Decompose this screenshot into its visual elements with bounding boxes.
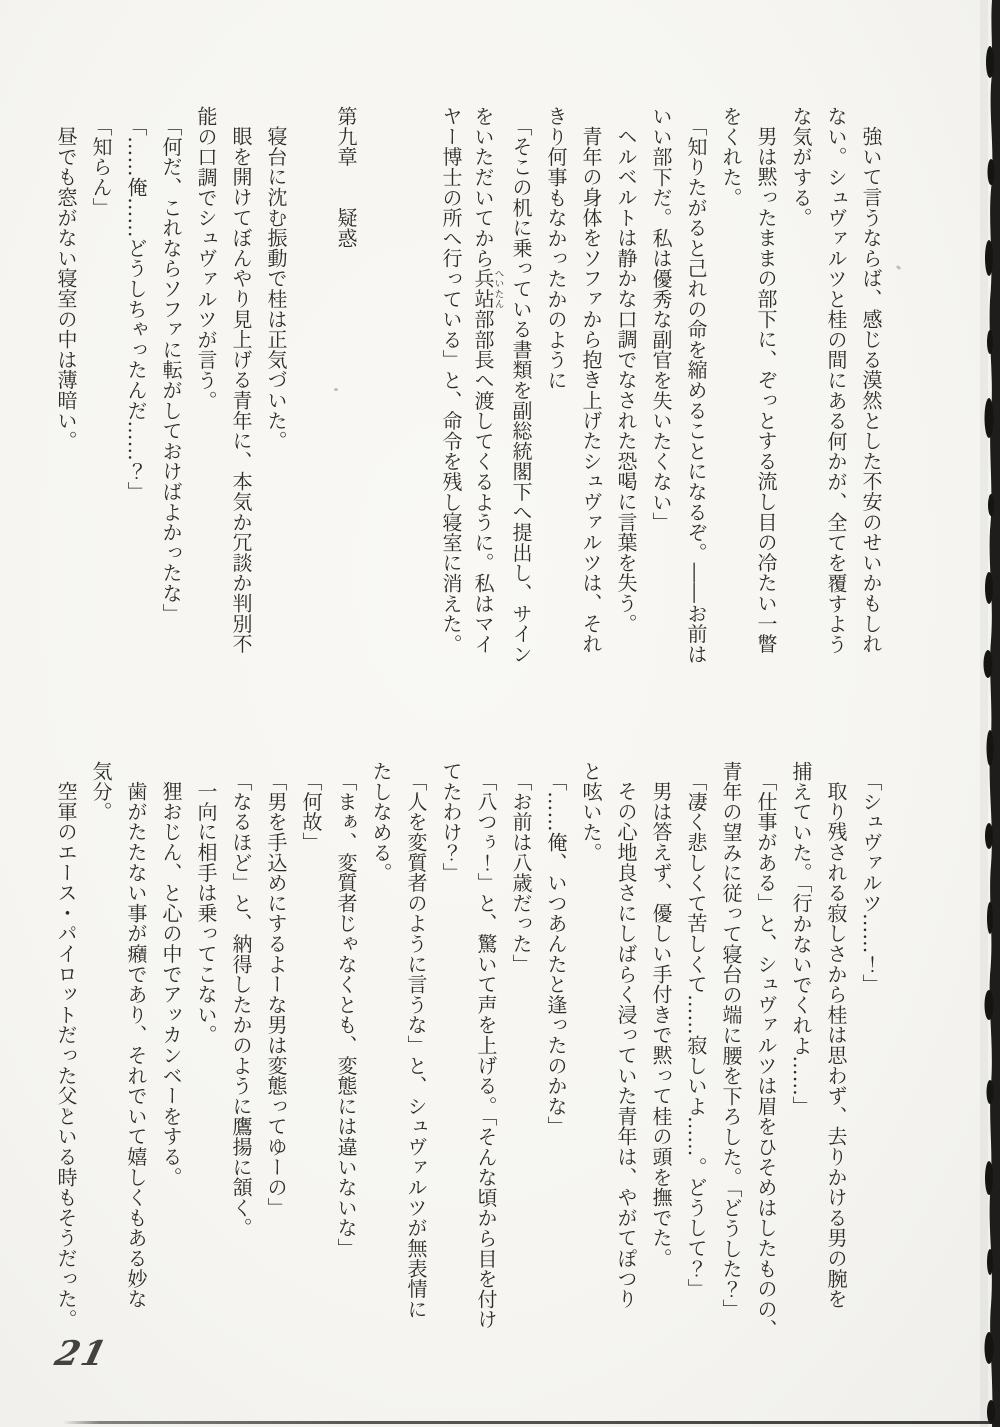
text-column: 空軍のエース・パイロットだった父といる時もそうだった。 — [54, 781, 78, 1330]
text-column: 「シュヴァルツ……！」 — [859, 771, 883, 995]
text-column: てたわけ？」 — [439, 761, 463, 883]
text-column: 昼でも窓がない寝室の中は薄暗い。 — [54, 126, 78, 451]
text-column: 「知らん」 — [89, 116, 113, 218]
text-column: 「何故」 — [299, 771, 323, 853]
text-column: な気がする。 — [789, 106, 813, 228]
text-column: 捕えていた。「行かないでくれよ……」 — [789, 761, 813, 1117]
text-column: 「八つぅ！」と、驚いて声を上げる。「そんな頃から目を付け — [474, 771, 498, 1330]
text-column: 「何だ、これならソファに転がしておけばよかったな」 — [159, 116, 183, 624]
text-column: 青年の身体をソファから抱き上げたシュヴァルツは、それ — [579, 126, 603, 654]
text-column: 「仕事がある」と、シュヴァルツは眉をひそめはしたものの、 — [754, 771, 778, 1340]
text-column: 「お前は八歳だった」 — [509, 771, 533, 974]
scan-speck — [896, 265, 902, 270]
text-column: 一向に相手は乗ってこない。 — [194, 781, 218, 1045]
text-column: 青年の望みに従って寝台の端に腰を下ろした。「どうした？」 — [719, 761, 743, 1320]
scan-speck — [66, 1108, 69, 1113]
text-column: ヤー博士の所へ行っている」と、命令を残し寝室に消えた。 — [439, 106, 463, 655]
text-column: をくれた。 — [719, 106, 743, 208]
blank-column — [293, 106, 328, 681]
text-column: いい部下だ。私は優秀な副官を失いたくない」 — [649, 106, 673, 533]
text-column: 「……俺、いつあんたと逢ったのかな」 — [544, 771, 568, 1137]
chapter-heading: 第九章 疑惑 — [334, 106, 358, 249]
text-column: 「凄く悲しくて苦しくて……寂しいよ……。どうして？」 — [684, 771, 708, 1299]
text-column: 狸おじん、と心の中でアッカンベーをする。 — [159, 781, 183, 1187]
text-column: たしなめる。 — [369, 761, 393, 883]
text-section-bottom — [48, 761, 888, 1340]
page-number: 21 — [51, 1334, 113, 1374]
text-column: 能の口調でシュヴァルツが言う。 — [194, 106, 218, 411]
scan-binding-edge-artifact — [976, 0, 1000, 1427]
text-column: 男は答えず、優しい手付きで黙って桂の頭を撫でた。 — [649, 781, 673, 1269]
text-column: 「そこの机に乗っている書類を副総統閣下へ提出し、サイン — [509, 116, 533, 665]
text-column: 気分。 — [89, 761, 113, 822]
text-column: 「知りたがると己れの命を縮めることになるぞ。――お前は — [684, 116, 708, 665]
text-column: その心地良さにしばらく浸っていた青年は、やがてぽつり — [614, 781, 638, 1309]
text-column: 「……俺……どうしちゃったんだ……？」 — [124, 116, 148, 502]
scan-bottom-edge-artifact — [62, 1421, 996, 1424]
text-column: 「男を手込めにするよーな男は変態ってゆーの」 — [264, 771, 288, 1218]
text-column: 「人を変質者のように言うな」と、シュヴァルツが無表情に — [404, 771, 428, 1320]
text-column: ない。シュヴァルツと桂の間にある何かが、全てを覆すよう — [824, 106, 848, 655]
text-column: ヘルベルトは静かな口調でなされた恐喝に言葉を失う。 — [614, 126, 638, 634]
text-column: 「まぁ、変質者じゃなくとも、変態には違いないな」 — [334, 771, 358, 1259]
text-column: 強いて言うならば、感じる漠然とした不安のせいかもしれ — [859, 126, 883, 654]
text-column: 「なるほど」と、納得したかのように鷹揚に頷く。 — [229, 771, 253, 1238]
text-column: 寝台に沈む振動で桂は正気づいた。 — [264, 126, 288, 451]
text-column: 眼を開けてぼんやり見上げる青年に、本気か冗談か判別不 — [229, 126, 253, 654]
text-column: 男は黙ったままの部下に、ぞっとする流し目の冷たい一瞥 — [754, 126, 778, 654]
text-column: と呟いた。 — [579, 761, 603, 863]
text-section-top — [48, 106, 888, 681]
blank-column — [363, 106, 398, 681]
text-column: 歯がたたない事が癪であり、それでいて嬉しくもある妙な — [124, 781, 148, 1309]
text-column: をいただいてから兵站へいたん部部長へ渡してくるように。私はマイ — [471, 106, 504, 655]
scan-speck — [334, 388, 338, 391]
blank-column — [398, 106, 433, 681]
text-column: きり何事もなかったかのように — [544, 106, 568, 391]
text-column: 取り残される寂しさから桂は思わず、去りかける男の腕を — [824, 781, 848, 1309]
